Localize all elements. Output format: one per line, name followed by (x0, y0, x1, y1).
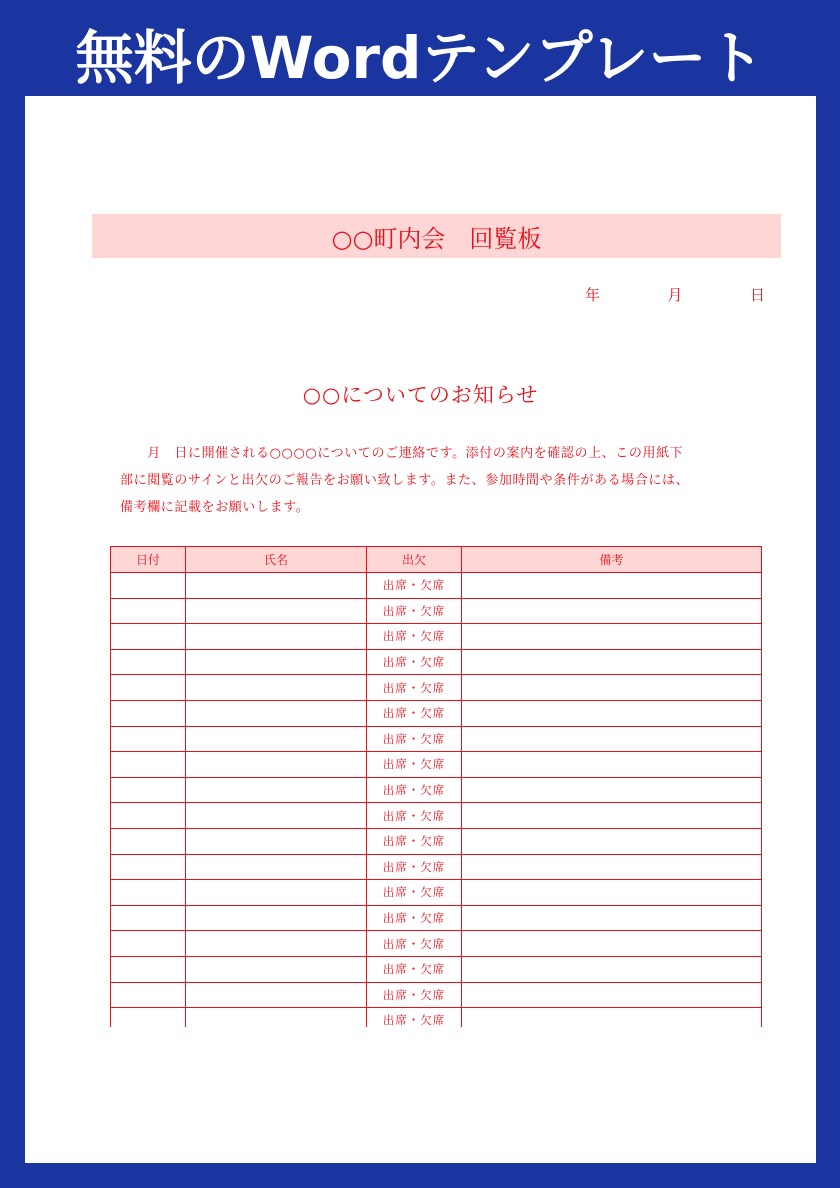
date-cell[interactable] (111, 777, 186, 803)
table-row (111, 624, 762, 650)
date-cell[interactable] (111, 803, 186, 829)
name-cell[interactable] (186, 931, 367, 957)
date-cell[interactable] (111, 931, 186, 957)
remarks-cell[interactable] (462, 880, 762, 906)
remarks-cell[interactable] (462, 905, 762, 931)
name-cell[interactable] (186, 700, 367, 726)
name-cell[interactable] (186, 803, 367, 829)
date-cell[interactable] (111, 700, 186, 726)
table-row (111, 905, 762, 931)
table-row (111, 828, 762, 854)
table-row (111, 700, 762, 726)
attendance-cell[interactable]: 出席・欠席 (367, 777, 462, 803)
attendance-cell[interactable]: 出席・欠席 (367, 624, 462, 650)
name-cell[interactable] (186, 828, 367, 854)
table-row (111, 675, 762, 701)
name-cell[interactable] (186, 649, 367, 675)
date-cell[interactable] (111, 649, 186, 675)
remarks-cell[interactable] (462, 982, 762, 1008)
attendance-cell[interactable]: 出席・欠席 (367, 726, 462, 752)
date-cell[interactable] (111, 675, 186, 701)
date-cell[interactable] (111, 726, 186, 752)
table-row (111, 777, 762, 803)
document-title-bar (92, 214, 781, 258)
attendance-cell[interactable]: 出席・欠席 (367, 752, 462, 778)
table-row (111, 752, 762, 778)
header-name: 氏名 (186, 547, 367, 573)
attendance-cell[interactable]: 出席・欠席 (367, 598, 462, 624)
name-cell[interactable] (186, 880, 367, 906)
remarks-cell[interactable] (462, 598, 762, 624)
remarks-cell[interactable] (462, 573, 762, 599)
name-cell[interactable] (186, 982, 367, 1008)
remarks-cell[interactable] (462, 854, 762, 880)
date-cell[interactable] (111, 982, 186, 1008)
name-cell[interactable] (186, 573, 367, 599)
name-cell[interactable] (186, 956, 367, 982)
remarks-cell[interactable] (462, 675, 762, 701)
attendance-cell[interactable]: 出席・欠席 (367, 1008, 462, 1027)
date-cell[interactable] (111, 956, 186, 982)
notice-body (120, 440, 752, 521)
date-cell[interactable] (111, 880, 186, 906)
attendance-cell[interactable]: 出席・欠席 (367, 700, 462, 726)
date-year-label: 年 (585, 286, 601, 304)
notice-body-line: 備考欄に記載をお願いします。 (120, 500, 310, 515)
table-header-row (111, 547, 762, 573)
attendance-cell[interactable]: 出席・欠席 (367, 803, 462, 829)
date-cell[interactable] (111, 1008, 186, 1027)
remarks-cell[interactable] (462, 828, 762, 854)
attendance-cell[interactable]: 出席・欠席 (367, 649, 462, 675)
name-cell[interactable] (186, 854, 367, 880)
attendance-cell[interactable]: 出席・欠席 (367, 956, 462, 982)
remarks-cell[interactable] (462, 649, 762, 675)
table-row (111, 803, 762, 829)
header-date: 日付 (111, 547, 186, 573)
header-attendance: 出欠 (367, 547, 462, 573)
remarks-cell[interactable] (462, 726, 762, 752)
circulation-table (110, 546, 762, 1027)
name-cell[interactable] (186, 752, 367, 778)
attendance-cell[interactable]: 出席・欠席 (367, 828, 462, 854)
name-cell[interactable] (186, 624, 367, 650)
name-cell[interactable] (186, 777, 367, 803)
table-row (111, 726, 762, 752)
name-cell[interactable] (186, 675, 367, 701)
table-row (111, 598, 762, 624)
banner-title: 無料のWordテンプレート (75, 24, 765, 92)
attendance-cell[interactable]: 出席・欠席 (367, 905, 462, 931)
date-day-label: 日 (749, 286, 765, 304)
remarks-cell[interactable] (462, 803, 762, 829)
name-cell[interactable] (186, 726, 367, 752)
date-month-label: 月 (667, 286, 683, 304)
date-cell[interactable] (111, 905, 186, 931)
attendance-cell[interactable]: 出席・欠席 (367, 573, 462, 599)
table-body (111, 573, 762, 1028)
table-row (111, 573, 762, 599)
remarks-cell[interactable] (462, 931, 762, 957)
table-row (111, 854, 762, 880)
table-row (111, 880, 762, 906)
remarks-cell[interactable] (462, 1008, 762, 1027)
table-row (111, 931, 762, 957)
date-cell[interactable] (111, 598, 186, 624)
date-cell[interactable] (111, 854, 186, 880)
date-cell[interactable] (111, 752, 186, 778)
remarks-cell[interactable] (462, 700, 762, 726)
header-remarks: 備考 (462, 547, 762, 573)
table-row (111, 956, 762, 982)
remarks-cell[interactable] (462, 624, 762, 650)
attendance-cell[interactable]: 出席・欠席 (367, 854, 462, 880)
document-page (25, 96, 816, 1163)
document-title: ○○町内会 回覧板 (331, 224, 542, 253)
date-cell[interactable] (111, 828, 186, 854)
remarks-cell[interactable] (462, 777, 762, 803)
attendance-cell[interactable]: 出席・欠席 (367, 675, 462, 701)
date-cell[interactable] (111, 573, 186, 599)
notice-body-line: 月 日に開催される○○○○についてのご連絡です。添付の案内を確認の上、この用紙下 (120, 446, 684, 461)
notice-title: ○○についてのお知らせ (302, 383, 539, 407)
table-row (111, 1008, 762, 1027)
name-cell[interactable] (186, 598, 367, 624)
table-row (111, 982, 762, 1008)
table-row (111, 649, 762, 675)
attendance-cell[interactable]: 出席・欠席 (367, 982, 462, 1008)
name-cell[interactable] (186, 1008, 367, 1027)
remarks-cell[interactable] (462, 752, 762, 778)
notice-body-line: 部に閲覧のサインと出欠のご報告をお願い致します。また、参加時間や条件がある場合には、 (120, 473, 690, 488)
date-cell[interactable] (111, 624, 186, 650)
attendance-cell[interactable]: 出席・欠席 (367, 931, 462, 957)
name-cell[interactable] (186, 905, 367, 931)
remarks-cell[interactable] (462, 956, 762, 982)
circulation-table-wrapper (110, 546, 762, 1027)
date-line (585, 284, 765, 305)
attendance-cell[interactable]: 出席・欠席 (367, 880, 462, 906)
